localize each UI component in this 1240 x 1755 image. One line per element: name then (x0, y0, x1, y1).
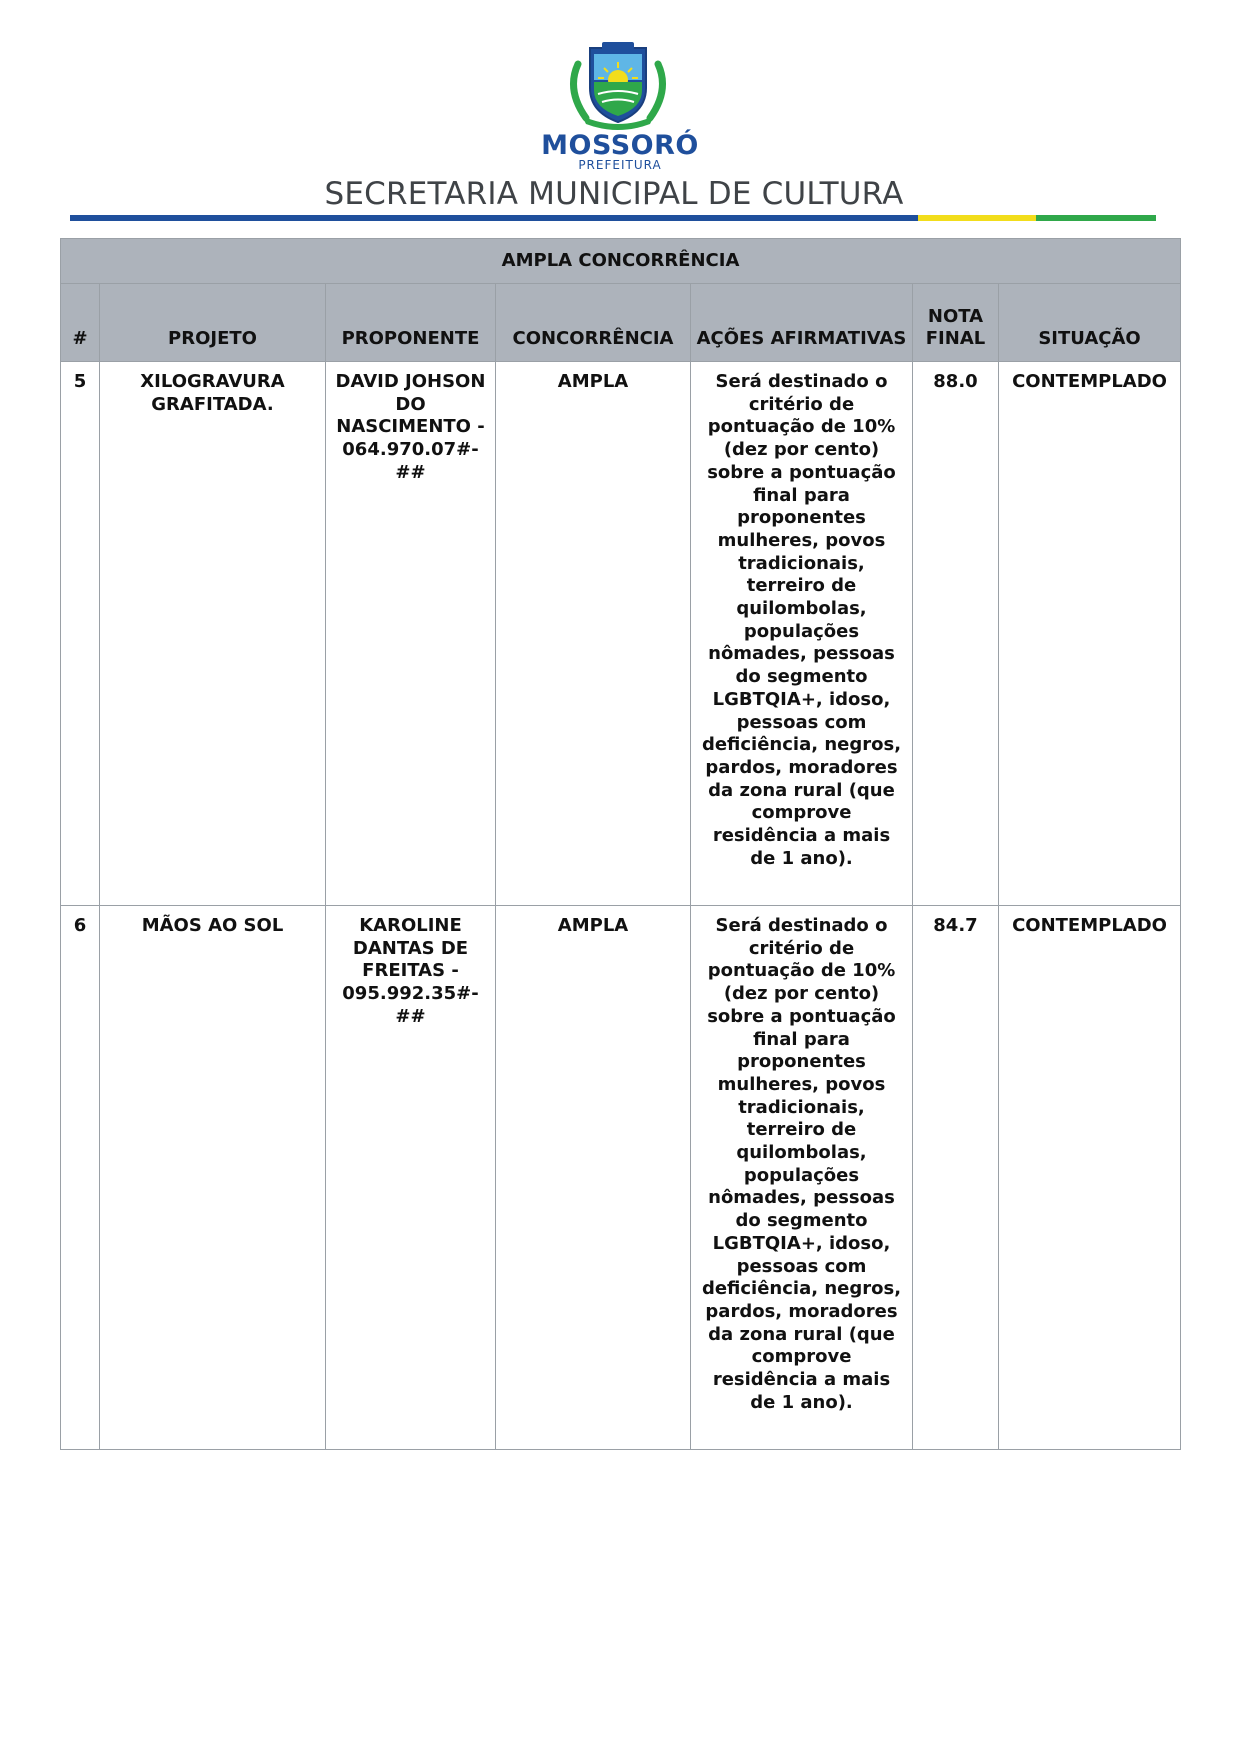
cell-situacao: CONTEMPLADO (999, 362, 1181, 906)
cell-acoes-afirmativas: Será destinado o critério de pontuação de 10% (dez por cento) sobre a pontuação final para proponentes mulheres, povos tradicionais, terreiro de quilombolas, populações nômades, pessoas do segmento LGBTQIA+, idoso, pessoas com deficiência, negros, pardos, moradores da zona rural (que comprove residência a mais de 1 ano). (691, 362, 913, 906)
column-header-projeto: PROJETO (100, 284, 326, 362)
cell-concorrencia: AMPLA (496, 906, 691, 1450)
cell-projeto: MÃOS AO SOL (100, 906, 326, 1450)
cell-proponente: DAVID JOHSON DO NASCIMENTO - 064.970.07#-## (326, 362, 496, 906)
cell-nota-final: 84.7 (913, 906, 999, 1450)
column-header-nota-final: NOTA FINAL (913, 284, 999, 362)
results-table (60, 238, 1181, 1450)
cell-proponente: KAROLINE DANTAS DE FREITAS - 095.992.35#-## (326, 906, 496, 1450)
department-title: SECRETARIA MUNICIPAL DE CULTURA (324, 176, 904, 212)
mossoro-coat-of-arms-icon (562, 42, 674, 130)
cell-acoes-afirmativas: Será destinado o critério de pontuação de 10% (dez por cento) sobre a pontuação final para proponentes mulheres, povos tradicionais, terreiro de quilombolas, populações nômades, pessoas do segmento LGBTQIA+, idoso, pessoas com deficiência, negros, pardos, moradores da zona rural (que comprove residência a mais de 1 ano). (691, 906, 913, 1450)
header-stripe-blue (70, 215, 918, 221)
brand-subtitle: PREFEITURA (578, 158, 662, 172)
column-header-situacao: SITUAÇÃO (999, 284, 1181, 362)
table-row (61, 906, 1181, 1450)
cell-projeto: XILOGRAVURA GRAFITADA. (100, 362, 326, 906)
column-header-proponente: PROPONENTE (326, 284, 496, 362)
cell-nota-final: 88.0 (913, 362, 999, 906)
cell-situacao: CONTEMPLADO (999, 906, 1181, 1450)
table-title: AMPLA CONCORRÊNCIA (61, 239, 1181, 284)
document-header (0, 0, 1240, 230)
cell-number: 6 (61, 906, 100, 1450)
header-stripe-green (1036, 215, 1156, 221)
header-stripe-yellow (918, 215, 1036, 221)
cell-number: 5 (61, 362, 100, 906)
column-header-concorrencia: CONCORRÊNCIA (496, 284, 691, 362)
column-header-number: # (61, 284, 100, 362)
column-header-acoes-afirmativas: AÇÕES AFIRMATIVAS (691, 284, 913, 362)
cell-concorrencia: AMPLA (496, 362, 691, 906)
brand-name: MOSSORÓ (541, 130, 699, 161)
table-row (61, 362, 1181, 906)
